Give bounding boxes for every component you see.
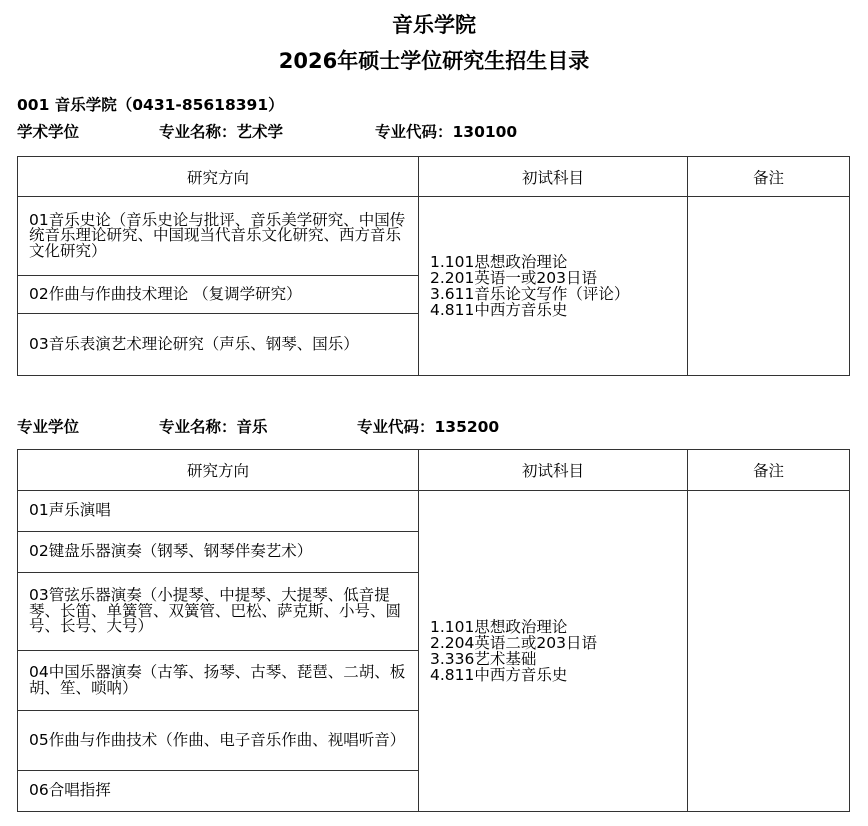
major-name: 专业名称：艺术学 [159,123,284,141]
major-name: 专业名称：音乐 [159,418,268,436]
direction-cell: 05作曲与作曲技术（作曲、电子音乐作曲、视唱听音） [18,711,419,771]
direction-cell: 01声乐演唱 [18,491,419,532]
subject-item: 2.204英语二或203日语 [430,634,597,652]
catalog-table-2 [17,449,850,812]
catalog-table-1 [17,156,850,376]
subject-item: 1.101思想政治理论 [430,253,568,271]
col-header-remark: 备注 [688,450,850,491]
remark-cell [688,491,850,812]
direction-cell: 02键盘乐器演奏（钢琴、钢琴伴奏艺术） [18,532,419,573]
department-line: 001 音乐学院（0431-85618391） [17,96,284,114]
subjects-cell [419,197,688,376]
direction-cell: 03管弦乐器演奏（小提琴、中提琴、大提琴、低音提琴、长笛、单簧管、双簧管、巴松、萨克斯、小号、圆号、长号、大号） [18,573,419,651]
major-code: 专业代码：135200 [357,418,500,436]
page-subtitle: 2026年硕士学位研究生招生目录 [278,49,590,73]
subject-item: 3.611音乐论文写作（评论） [430,285,630,303]
subject-item: 4.811中西方音乐史 [430,666,568,684]
major-code: 专业代码：130100 [375,123,518,141]
col-header-direction: 研究方向 [18,450,419,491]
subject-item: 3.336艺术基础 [430,650,537,668]
col-header-subjects: 初试科目 [419,450,688,491]
direction-cell: 06合唱指挥 [18,771,419,812]
direction-cell: 03音乐表演艺术理论研究（声乐、钢琴、国乐） [18,314,419,376]
direction-cell: 04中国乐器演奏（古筝、扬琴、古琴、琵琶、二胡、板胡、笙、唢呐） [18,651,419,711]
subject-item: 4.811中西方音乐史 [430,301,568,319]
subject-item: 1.101思想政治理论 [430,618,568,636]
degree-type: 学术学位 [17,123,80,141]
col-header-direction: 研究方向 [18,157,419,197]
page-title: 音乐学院 [392,13,476,37]
subjects-cell [419,491,688,812]
col-header-subjects: 初试科目 [419,157,688,197]
col-header-remark: 备注 [688,157,850,197]
direction-cell: 01音乐史论（音乐史论与批评、音乐美学研究、中国传统音乐理论研究、中国现当代音乐文化研究、西方音乐文化研究） [18,197,419,276]
remark-cell [688,197,850,376]
direction-cell: 02作曲与作曲技术理论 （复调学研究） [18,276,419,314]
degree-type: 专业学位 [17,418,80,436]
subject-item: 2.201英语一或203日语 [430,269,597,287]
